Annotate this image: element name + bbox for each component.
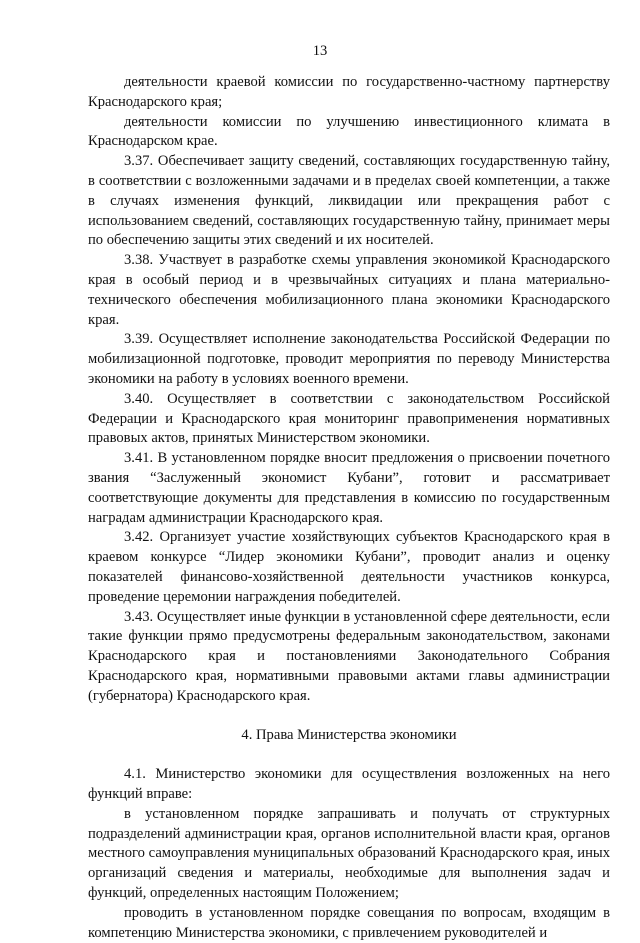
paragraph: 3.37. Обеспечивает защиту сведений, составляющих государственную тайну, в соответствии с возложенными задачами и в пределах своей компетенции, а также в случаях изменения функций, ликвидации или прекращения работ с использованием сведений, составляющих государственную тайну, принимает меры по обеспечению защиты этих сведений и их носителей. bbox=[88, 153, 610, 249]
paragraph: 3.42. Организует участие хозяйствующих субъектов Краснодарского края в краевом конкурсе “Лидер экономики Кубани”, проводит анализ и оценку показателей финансово-хозяйственной деятельности участников конкурса, проведение церемонии награждения победителей. bbox=[88, 529, 610, 605]
paragraph: 3.38. Участвует в разработке схемы управления экономикой Краснодарского края в особый период и в чрезвычайных ситуациях и плана материально-технического обеспечения мобилизационного плана экономики Краснодарского края. bbox=[88, 252, 610, 328]
paragraph: в установленном порядке запрашивать и получать от структурных подразделений администрации края, органов исполнительной власти края, органов местного самоуправления муниципальных образований Краснодарского края, иных организаций сведения и материалы, необходимые для выполнения задач и функций, определенных настоящим Положением; bbox=[88, 805, 610, 902]
paragraph: деятельности комиссии по улучшению инвестиционного климата в Краснодарском крае. bbox=[88, 113, 610, 150]
paragraph: проводить в установленном порядке совещания по вопросам, входящим в компетенцию Министерства экономики, с привлечением руководителей и bbox=[88, 904, 610, 941]
page-number: 13 bbox=[312, 43, 328, 59]
paragraph: 3.40. Осуществляет в соответствии с законодательством Российской Федерации и Краснодарского края мониторинг правоприменения нормативных правовых актов, принятых Министерством экономики. bbox=[88, 390, 610, 447]
section-heading: 4. Права Министерства экономики bbox=[241, 726, 457, 743]
paragraph: 3.43. Осуществляет иные функции в установленной сфере деятельности, если такие функции прямо предусмотрены федеральным законодательством, законами Краснодарского края и постановлениями Законодательного Собрания Краснодарского края, нормативными правовыми актами главы администрации (губернатора) Краснодарского края. bbox=[88, 608, 610, 704]
document-body bbox=[88, 73, 610, 943]
paragraph: деятельности краевой комиссии по государственно-частному партнерству Краснодарского края; bbox=[88, 74, 610, 110]
paragraph: 3.39. Осуществляет исполнение законодательства Российской Федерации по мобилизационной подготовке, проводит мероприятия по переводу Министерства экономики на работу в условиях военного времени. bbox=[88, 331, 610, 387]
paragraph: 4.1. Министерство экономики для осуществления возложенных на него функций вправе: bbox=[88, 766, 610, 803]
paragraph: 3.41. В установленном порядке вносит предложения о присвоении почетного звания “Заслуженный экономист Кубани”, готовит и рассматривает соответствующие документы для представления в комиссию по государственным наградам администрации Краснодарского края. bbox=[88, 450, 610, 526]
